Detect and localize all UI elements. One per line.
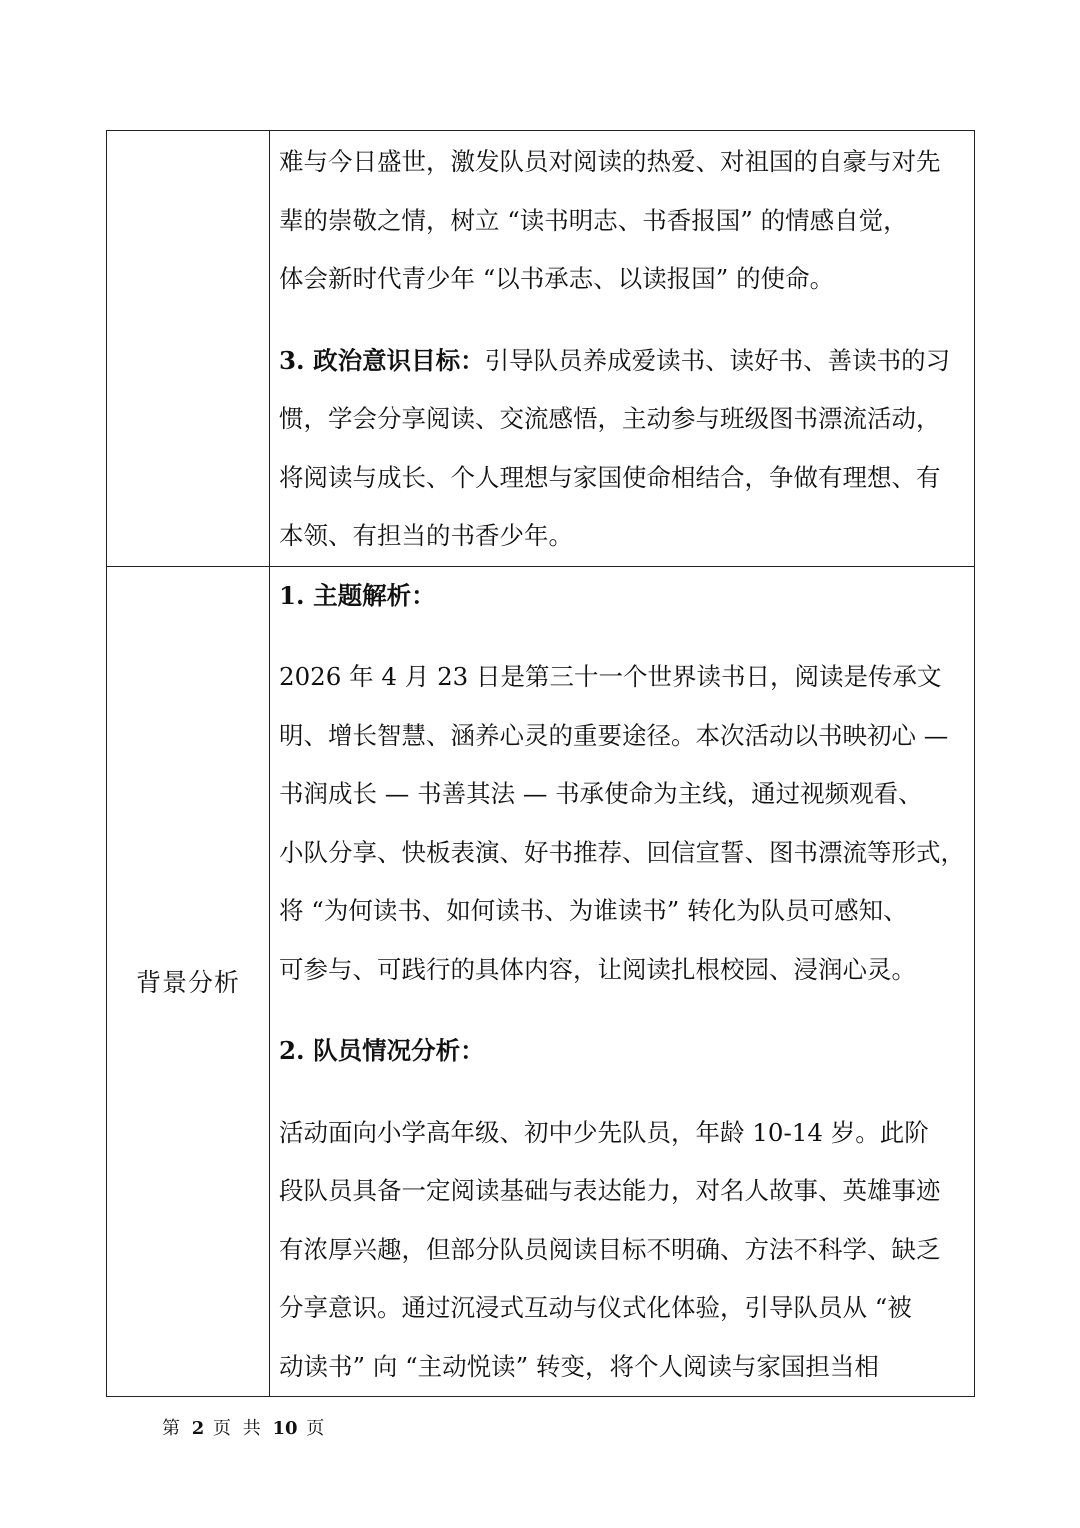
text-line: 辈的崇敬之情，树立 “读书明志、书香报国” 的情感自觉， [279, 205, 908, 235]
table-row-goals [107, 131, 975, 567]
theme-analysis-heading: 1. 主题解析： [279, 580, 436, 610]
text-line: 惯，学会分享阅读、交流感悟，主动参与班级图书漂流活动， [279, 404, 941, 433]
text-line: 分享意识。通过沉浸式互动与仪式化体验，引导队员从 “被 [279, 1293, 912, 1322]
text-line: 明、增长智慧、涵养心灵的重要途径。本次活动以书映初心 — [279, 720, 949, 750]
row-label-empty [107, 131, 270, 567]
text-line: 将 “为何读书、如何读书、为谁读书” 转化为队员可感知、 [279, 896, 908, 925]
goals-content-cell [270, 131, 975, 567]
text-line: 有浓厚兴趣，但部分队员阅读目标不明确、方法不科学、缺乏 [279, 1234, 941, 1264]
text-line: 可参与、可践行的具体内容，让阅读扎根校园、浸润心灵。 [279, 954, 916, 984]
total-page-number: 10 [272, 1418, 298, 1439]
text-line: 段队员具备一定阅读基础与表达能力，对名人故事、英雄事迹 [279, 1176, 941, 1205]
member-analysis-paragraph [279, 1104, 966, 1397]
footer-prefix: 第 [162, 1418, 183, 1439]
table-row-background [107, 566, 975, 1397]
text-line: 书润成长 — 书善其法 — 书承使命为主线，通过视频观看、 [279, 779, 923, 808]
background-content-cell [270, 566, 975, 1397]
text-line: 2026 年 4 月 23 日是第三十一个世界读书日，阅读是传承文 [279, 662, 942, 691]
text-line: 难与今日盛世，激发队员对阅读的热爱、对祖国的自豪与对先 [279, 147, 941, 176]
political-goal-heading: 3. 政治意识目标： [279, 345, 485, 375]
footer-suffix: 页 [306, 1418, 328, 1439]
text-line: 本领、有担当的书香少年。 [279, 521, 573, 550]
row-label-background: 背景分析 [107, 566, 270, 1397]
text-line: 活动面向小学高年级、初中少先队员，年龄 10-14 岁。此阶 [279, 1117, 929, 1147]
text-line: 小队分享、快板表演、好书推荐、回信宣誓、图书漂流等形式， [279, 837, 965, 867]
text-line: 体会新时代青少年 “以书承志、以读报国” 的使命。 [279, 264, 835, 293]
text-line: 引导队员养成爱读书、读好书、善读书的习 [484, 345, 951, 375]
political-goal-paragraph [279, 332, 966, 566]
text-line: 动读书” 向 “主动悦读” 转变，将个人阅读与家国担当相 [279, 1351, 879, 1381]
theme-analysis-paragraph [279, 648, 966, 999]
page-footer [162, 1414, 327, 1440]
current-page-number: 2 [191, 1418, 205, 1439]
goals-paragraph-continued [279, 133, 966, 309]
content-table [106, 130, 975, 1397]
footer-mid: 页 共 [213, 1418, 264, 1439]
text-line: 将阅读与成长、个人理想与家国使命相结合，争做有理想、有 [279, 462, 941, 492]
member-analysis-heading: 2. 队员情况分析： [279, 1036, 485, 1065]
